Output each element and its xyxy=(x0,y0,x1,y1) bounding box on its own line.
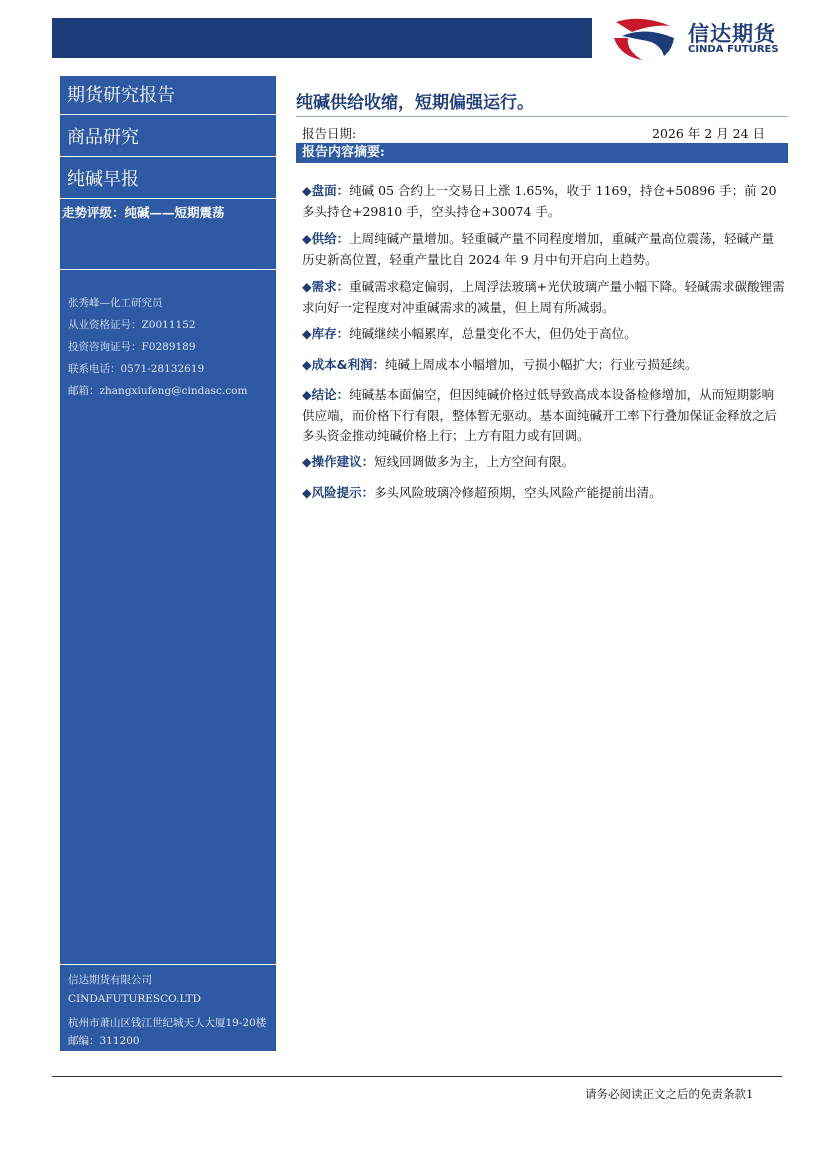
footer-divider xyxy=(52,1076,782,1077)
trend-rating: 走势评级：纯碱——短期震荡 xyxy=(62,205,225,220)
item-text: 纯碱上周成本小幅增加，亏损小幅扩大；行业亏损延续。 xyxy=(385,357,698,372)
item-text: 多头风险玻璃冷修超预期，空头风险产能提前出清。 xyxy=(374,485,662,500)
summary-item-market xyxy=(302,181,786,222)
report-date-label: 报告日期: xyxy=(302,126,357,141)
title-divider xyxy=(296,116,788,117)
item-label: 结论： xyxy=(311,387,350,402)
analyst-qualification-id: 从业资格证号：Z0011152 xyxy=(68,319,196,331)
summary-header: 报告内容摘要: xyxy=(296,143,788,163)
summary-item-operation-advice xyxy=(302,452,786,473)
summary-item-demand xyxy=(302,277,786,318)
logo-chinese-text: 信达期货 xyxy=(688,22,776,46)
bullet-icon: ◆ xyxy=(302,231,312,246)
bullet-icon: ◆ xyxy=(302,485,312,500)
analyst-phone: 联系电话：0571-28132619 xyxy=(68,363,205,375)
item-text: 纯碱继续小幅累库，总量变化不大，但仍处于高位。 xyxy=(349,326,637,341)
bullet-icon: ◆ xyxy=(302,279,312,294)
header-bar xyxy=(52,18,592,58)
sidebar xyxy=(60,76,276,1051)
bullet-icon: ◆ xyxy=(302,454,312,469)
company-english-name: CINDAFUTURESCO.LTD xyxy=(68,993,202,1005)
summary-item-supply xyxy=(302,229,786,270)
bullet-icon: ◆ xyxy=(302,183,312,198)
item-text: 纯碱基本面偏空，但因纯碱价格过低导致高成本设备检修增加，从而短期影响供应端，而价格下行有限，整体暂无驱动。基本面纯碱开工率下行叠加保证金释放之后多头资金推动纯碱价格上行；上方有阻力或有回调。 xyxy=(302,387,778,443)
sidebar-title-category: 商品研究 xyxy=(60,118,276,157)
analyst-consulting-id: 投资咨询证号：F0289189 xyxy=(68,341,196,353)
item-text: 短线回调做多为主，上方空间有限。 xyxy=(374,454,575,469)
sidebar-title-report-name: 纯碱早报 xyxy=(60,160,276,199)
item-text: 纯碱 05 合约上一交易日上涨 1.65%，收于 1169，持仓+50896 手；前 20 多头持仓+29810 手，空头持仓+30074 手。 xyxy=(302,183,777,219)
sidebar-divider xyxy=(60,269,276,270)
item-label: 风险提示： xyxy=(311,485,375,500)
company-address: 杭州市萧山区钱江世纪城天人大厦19-20楼 xyxy=(68,1017,267,1029)
logo-english-text: CINDA FUTURES xyxy=(688,44,779,55)
sidebar-title-report-type: 期货研究报告 xyxy=(60,76,276,115)
item-label: 盘面： xyxy=(311,183,350,198)
company-logo xyxy=(612,16,812,64)
bullet-icon: ◆ xyxy=(302,326,312,341)
bullet-icon: ◆ xyxy=(302,387,312,402)
item-label: 库存： xyxy=(311,326,350,341)
item-label: 操作建议： xyxy=(311,454,375,469)
item-label: 供给： xyxy=(311,231,350,246)
report-title: 纯碱供给收缩，短期偏强运行。 xyxy=(296,93,534,113)
analyst-email: 邮箱：zhangxiufeng@cindasc.com xyxy=(68,385,248,397)
summary-item-inventory xyxy=(302,324,786,345)
summary-item-risk xyxy=(302,483,786,504)
summary-item-cost-profit xyxy=(302,355,786,376)
cinda-logo-icon xyxy=(612,16,678,62)
company-name: 信达期货有限公司 xyxy=(68,974,152,986)
bullet-icon: ◆ xyxy=(302,357,312,372)
disclaimer-note: 请务必阅读正文之后的免责条款1 xyxy=(585,1087,754,1101)
company-postcode: 邮编：311200 xyxy=(68,1035,140,1047)
report-date: 2026 年 2 月 24 日 xyxy=(652,126,766,141)
analyst-name: 张秀峰—化工研究员 xyxy=(68,297,163,309)
sidebar-divider xyxy=(60,964,276,965)
summary-item-conclusion xyxy=(302,385,786,447)
item-text: 上周纯碱产量增加。轻重碱产量不同程度增加，重碱产量高位震荡，轻碱产量历史新高位置，轻重产量比自 2024 年 9 月中旬开启向上趋势。 xyxy=(302,231,775,267)
item-label: 需求： xyxy=(311,279,350,294)
item-label: 成本&利润： xyxy=(311,357,386,372)
item-text: 重碱需求稳定偏弱，上周浮法玻璃+光伏玻璃产量小幅下降。轻碱需求碳酸锂需求向好一定程度对冲重碱需求的减量，但上周有所减弱。 xyxy=(302,279,785,315)
